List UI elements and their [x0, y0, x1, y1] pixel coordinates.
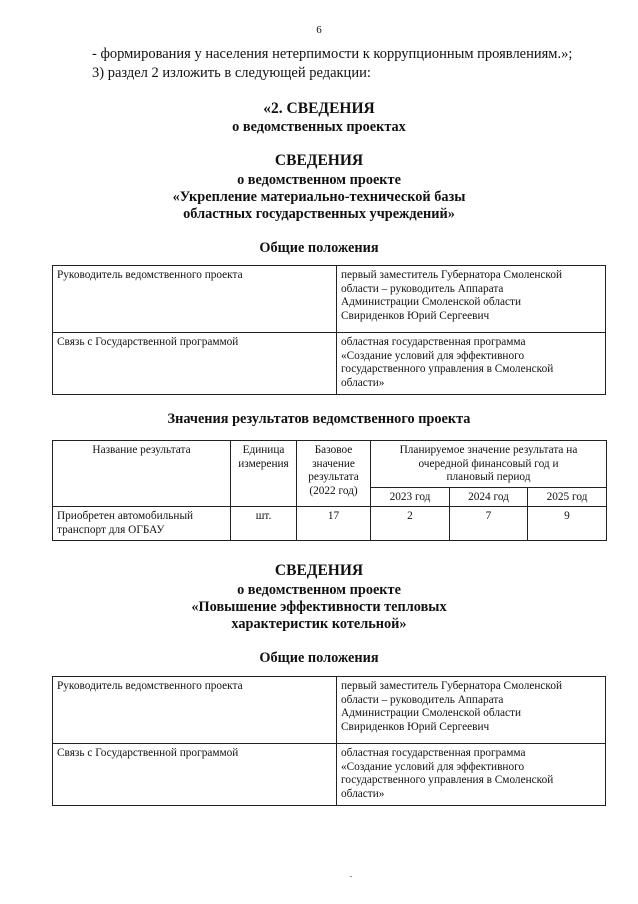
project2-general-heading: Общие положения [259, 650, 379, 666]
project1-results-heading: Значения результатов ведомственного проекта [167, 411, 471, 427]
project1-results-table [52, 440, 607, 541]
header-result-name: Название результата [53, 441, 231, 507]
header-line: (2022 год) [309, 484, 358, 497]
cell-line: первый заместитель Губернатора Смоленской [341, 269, 563, 281]
table-cell-label: Руководитель ведомственного проекта [53, 677, 337, 744]
cell-line: Свириденков Юрий Сергеевич [341, 720, 490, 733]
project2-line1: о ведомственном проекте [237, 582, 401, 598]
header-planned [371, 441, 607, 488]
header-line: очередной финансовый год и [418, 457, 559, 470]
cell-line: Свириденков Юрий Сергеевич [341, 309, 490, 322]
cell-line: области» [341, 376, 385, 389]
table-cell-value [337, 677, 606, 744]
project2-line2: «Повышение эффективности тепловых [191, 599, 447, 615]
cell-line: области» [341, 787, 385, 800]
result-name [53, 507, 231, 541]
result-base: 17 [297, 507, 371, 541]
table-header-row [53, 441, 607, 488]
header-unit [231, 441, 297, 507]
header-line: значение [312, 457, 355, 470]
table-cell-value [337, 333, 606, 395]
table-cell-value [337, 266, 606, 333]
cell-line: первый заместитель Губернатора Смоленской [341, 680, 563, 692]
cell-line: «Создание условий для эффективного [341, 349, 525, 362]
header-year-2024: 2024 год [450, 487, 528, 507]
header-line: Базовое [314, 444, 353, 456]
header-line: результата [308, 471, 359, 483]
header-year-2025: 2025 год [528, 487, 607, 507]
intro-line-1: - формирования у населения нетерпимости к коррупционным проявлениям.»; [92, 46, 573, 62]
cell-line: областная государственная программа [341, 336, 526, 348]
result-unit: шт. [231, 507, 297, 541]
table-row [53, 744, 606, 806]
table-row [53, 677, 606, 744]
cell-line: государственного управления в Смоленской [341, 774, 554, 786]
project1-line1: о ведомственном проекте [237, 172, 401, 188]
section-subtitle: о ведомственных проектах [232, 119, 406, 135]
project1-general-heading: Общие положения [259, 240, 379, 256]
cell-line: областная государственная программа [341, 747, 526, 759]
table-cell-label: Связь с Государственной программой [53, 333, 337, 395]
page-number: 6 [316, 24, 322, 36]
intro-line-2: 3) раздел 2 изложить в следующей редакции: [92, 65, 371, 81]
result-2023: 2 [371, 507, 450, 541]
project2-line3: характеристик котельной» [231, 616, 407, 632]
table-cell-value [337, 744, 606, 806]
table-row [53, 333, 606, 395]
section-title: «2. СВЕДЕНИЯ [263, 100, 375, 117]
cell-line: Администрации Смоленской области [341, 296, 521, 308]
cell-line: «Создание условий для эффективного [341, 760, 525, 773]
header-line: плановый период [446, 471, 531, 483]
cell-line: области – руководитель Аппарата [341, 693, 504, 706]
project1-heading: СВЕДЕНИЯ [274, 152, 364, 169]
table-cell-label: Связь с Государственной программой [53, 744, 337, 806]
result-2024: 7 [450, 507, 528, 541]
table-row [53, 266, 606, 333]
project2-general-table [52, 676, 606, 806]
project1-line3: областных государственных учреждений» [183, 206, 455, 222]
project1-general-table [52, 265, 606, 395]
project1-line2: «Укрепление материально-технической базы [172, 189, 466, 205]
cell-line: Приобретен автомобильный [57, 510, 194, 522]
cell-line: Администрации Смоленской области [341, 707, 521, 719]
cell-line: государственного управления в Смоленской [341, 363, 554, 375]
header-line: измерения [238, 457, 289, 470]
scan-speck [350, 876, 352, 877]
table-cell-label: Руководитель ведомственного проекта [53, 266, 337, 333]
table-row [53, 507, 607, 541]
header-year-2023: 2023 год [371, 487, 450, 507]
header-line: Единица [242, 444, 285, 456]
cell-line: транспорт для ОГБАУ [57, 523, 165, 536]
cell-line: области – руководитель Аппарата [341, 282, 504, 295]
header-line: Планируемое значение результата на [399, 444, 578, 456]
header-base-value [297, 441, 371, 507]
result-2025: 9 [528, 507, 607, 541]
project2-heading: СВЕДЕНИЯ [274, 562, 364, 579]
